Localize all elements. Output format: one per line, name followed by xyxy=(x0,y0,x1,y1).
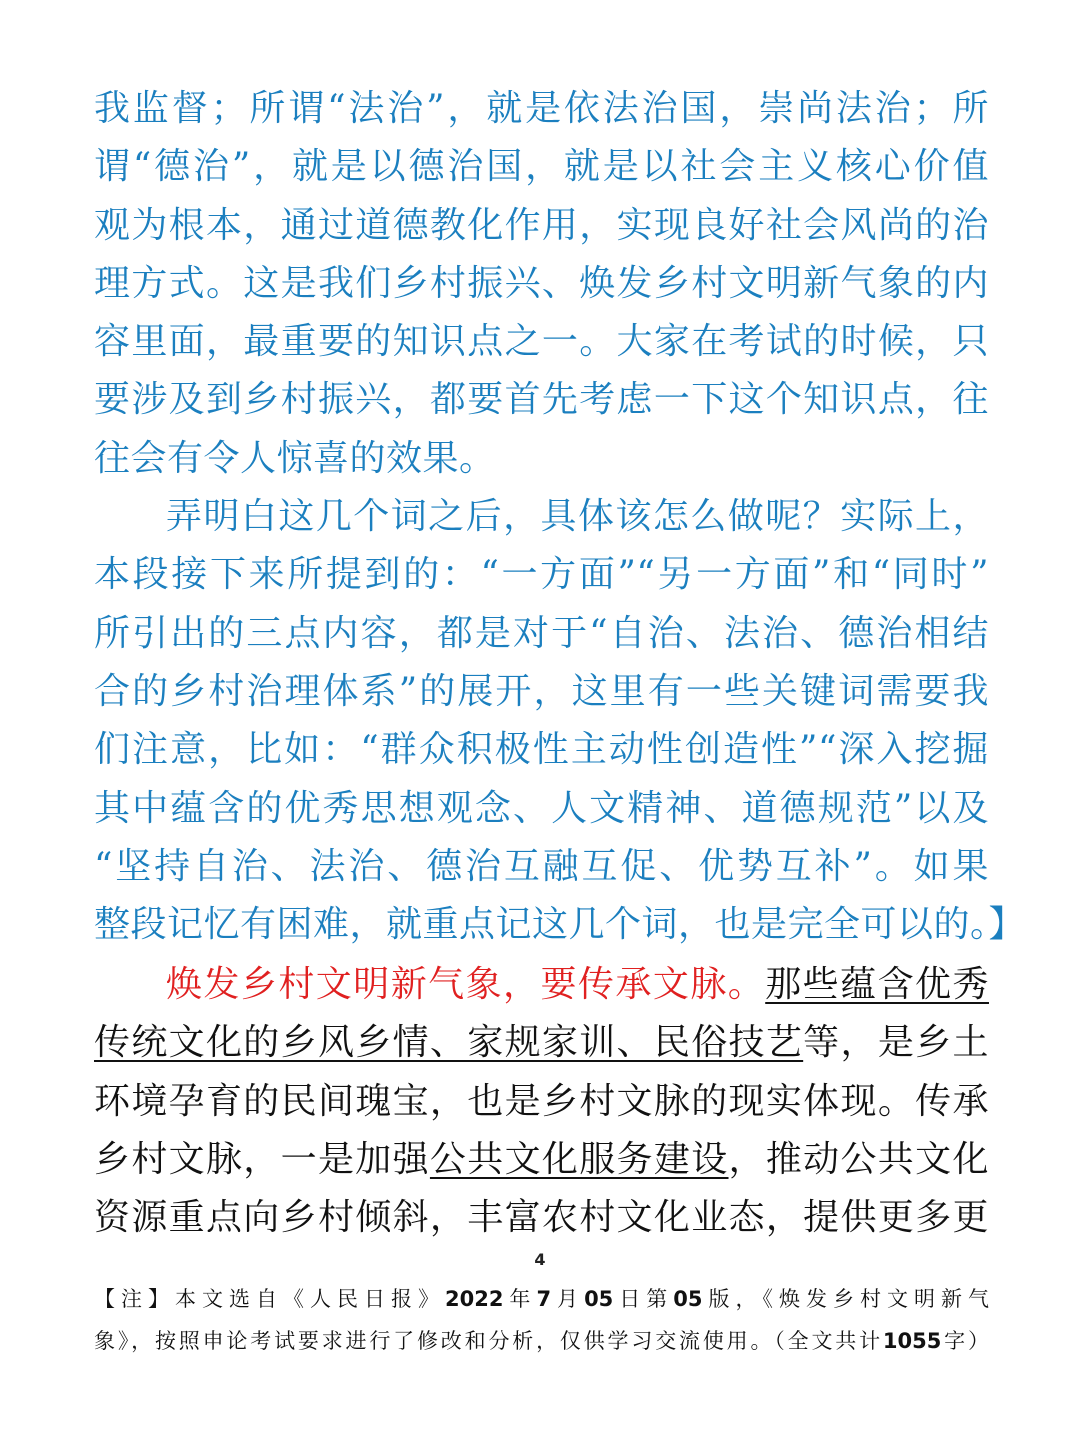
underlined-phrase: 那些蕴含优秀 xyxy=(765,964,989,1005)
note-text: 字） xyxy=(941,1329,990,1353)
note-line xyxy=(94,1320,989,1362)
text-line: 们注意，比如：“群众积极性主动性创造性”“深入挖掘 xyxy=(94,729,989,771)
text-line: 观为根本，通过道德教化作用，实现良好社会风尚的治 xyxy=(94,204,989,246)
note-word-count: 1055 xyxy=(882,1329,942,1353)
note-text: 日第 xyxy=(613,1287,674,1311)
text-line: 我监督；所谓“法治”，就是依法治国，崇尚法治；所 xyxy=(94,88,989,129)
text-line: 本段接下来所提到的：“一方面”“另一方面”和“同时” xyxy=(94,554,989,596)
note-text: 象》，按照申论考试要求进行了修改和分析，仅供学习交流使用。（全文共计 xyxy=(94,1329,883,1353)
text-line: 环境孕育的民间瑰宝，也是乡村文脉的现实体现。传承 xyxy=(94,1080,989,1122)
text-line xyxy=(94,956,989,1014)
note-month: 7 xyxy=(536,1287,552,1311)
text-fragment: 等，是乡土 xyxy=(803,1022,989,1064)
text-fragment: 乡村文脉，一是加强 xyxy=(94,1138,430,1180)
text-line: “坚持自治、法治、德治互融互促、优势互补”。如果 xyxy=(94,845,989,887)
source-note xyxy=(94,1278,989,1362)
text-line: 其中蕴含的优秀思想观念、人文精神、道德规范”以及 xyxy=(94,787,989,829)
text-line: 所引出的三点内容，都是对于“自治、法治、德治相结 xyxy=(94,612,989,654)
topic-sentence: 焕发乡村文明新气象，要传承文脉。 xyxy=(166,964,766,1005)
analysis-paragraphs xyxy=(94,80,1026,954)
text-line: 谓“德治”，就是以德治国，就是以社会主义核心价值 xyxy=(94,146,989,188)
note-year: 2022 xyxy=(444,1287,504,1311)
text-fragment: ，推动公共文化 xyxy=(728,1138,989,1180)
text-line: 往会有令人惊喜的效果。 xyxy=(94,437,496,479)
text-line: 整段记忆有困难，就重点记这几个词，也是完全可以的。】 xyxy=(94,904,1026,946)
note-text: 年 xyxy=(503,1287,537,1311)
text-line: 弄明白这几个词之后，具体该怎么做呢？实际上， xyxy=(166,496,989,538)
page-number: 4 xyxy=(534,1250,546,1269)
text-line: 合的乡村治理体系”的展开，这里有一些关键词需要我 xyxy=(94,670,989,712)
note-line xyxy=(94,1278,989,1320)
article-paragraph xyxy=(94,956,989,1247)
text-line: 要涉及到乡村振兴，都要首先考虑一下这个知识点，往 xyxy=(94,379,989,421)
note-text: 【注】本文选自《人民日报》 xyxy=(94,1287,445,1311)
text-line xyxy=(94,1131,989,1189)
text-line: 容里面，最重要的知识点之一。大家在考试的时候，只 xyxy=(94,321,989,363)
text-line: 理方式。这是我们乡村振兴、焕发乡村文明新气象的内 xyxy=(94,262,989,304)
underlined-phrase: 传统文化的乡风乡情、家规家训、民俗技艺 xyxy=(94,1022,804,1064)
note-page: 05 xyxy=(673,1287,703,1311)
text-line: 资源重点向乡村倾斜，丰富农村文化业态，提供更多更 xyxy=(94,1197,989,1239)
note-text: 月 xyxy=(551,1287,585,1311)
note-day: 05 xyxy=(584,1287,614,1311)
note-text: 版，《焕发乡村文明新气 xyxy=(702,1287,990,1311)
underlined-phrase: 公共文化服务建设 xyxy=(429,1138,729,1180)
text-line xyxy=(94,1014,989,1072)
